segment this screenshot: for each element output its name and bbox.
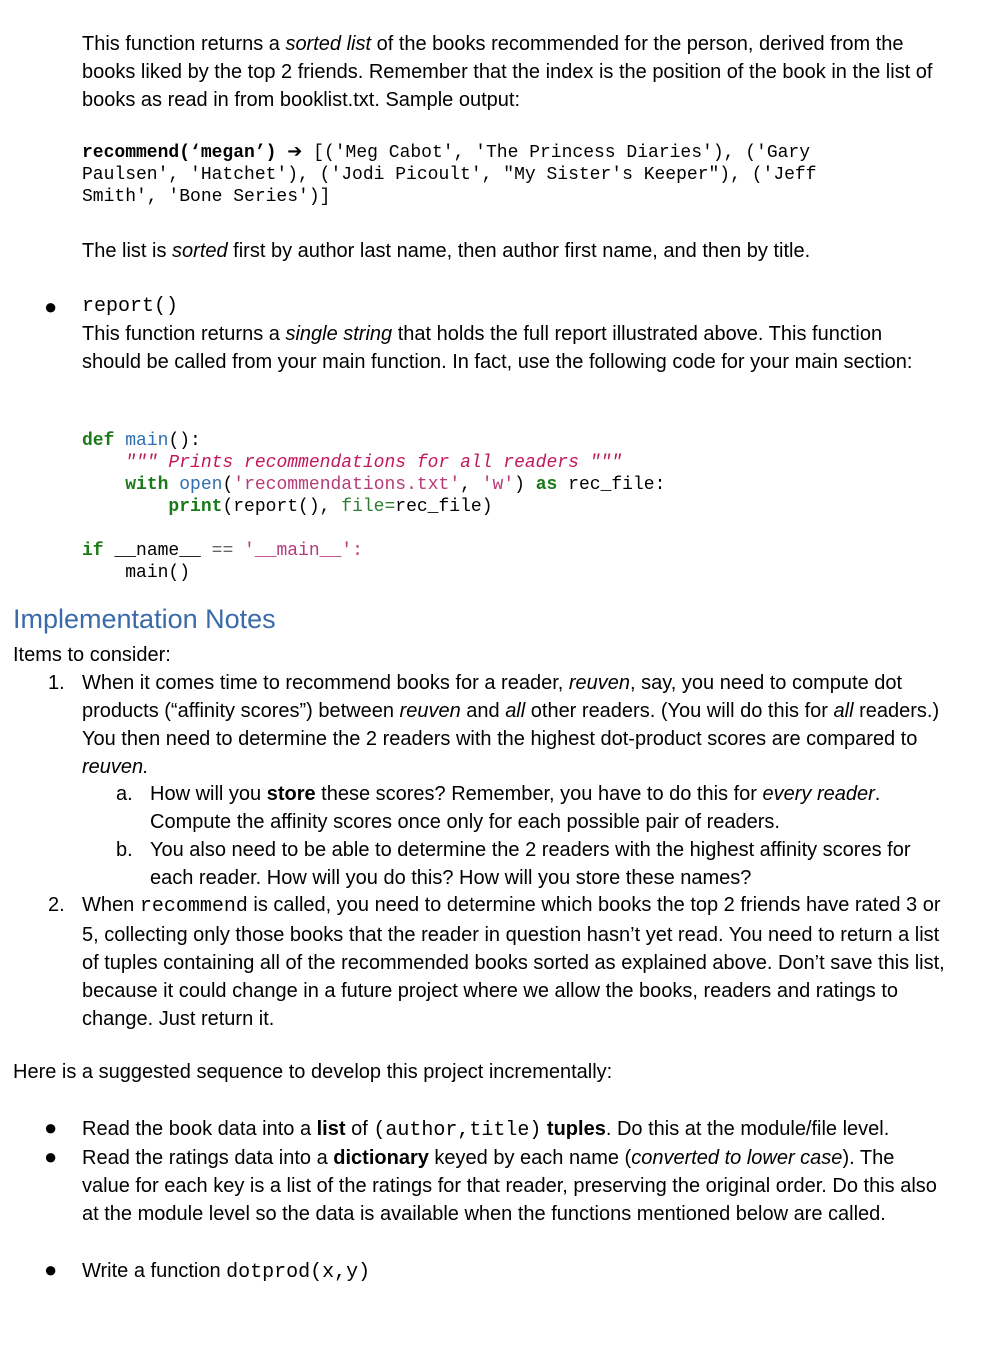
sample-result-line: Smith', 'Bone Series')]: [82, 187, 331, 207]
code-text: ():: [168, 431, 201, 451]
code-text: (report(),: [222, 497, 342, 517]
emphasis: sorted: [172, 240, 228, 262]
keyword: def: [82, 431, 115, 451]
emphasis: reuven: [568, 672, 631, 694]
emphasis: all: [505, 700, 526, 722]
text: How will you: [150, 783, 267, 805]
sample-call: recommend(‘megan’): [82, 143, 277, 163]
text: , say, you need to compute dot products (“affinity scores”) between: [82, 672, 903, 722]
emphasis: sorted list: [285, 33, 372, 55]
string-literal: '__main__':: [233, 541, 363, 561]
function-name: open: [179, 475, 223, 495]
keyword-arg: file=: [341, 497, 396, 517]
sample-result-line: [('Meg Cabot', 'The Princess Diaries'), ('Gary: [313, 143, 811, 163]
report-signature: report(): [82, 295, 179, 318]
emphasis: all: [833, 700, 854, 722]
string-literal: 'w': [481, 475, 515, 495]
list-item: [82, 891, 952, 1033]
list-number: 1.: [48, 672, 65, 694]
sort-note: [82, 237, 942, 265]
bold-text: dictionary: [333, 1147, 429, 1169]
list-letter: a.: [116, 783, 133, 805]
code-text: rec_file:: [557, 475, 666, 495]
keyword: as: [535, 475, 558, 495]
report-paragraph: [82, 320, 942, 376]
text: and: [460, 700, 506, 722]
list-item: [82, 669, 942, 781]
sample-output: [82, 141, 817, 208]
inline-code: dotprod(x,y): [226, 1261, 371, 1284]
code-text: rec_file): [395, 497, 493, 517]
text: of the books recommended for the person, derived from the books liked by the top 2 friends. Remember that the index is the position of the book in the list of books as read in from booklist.txt. Sample output:: [82, 33, 933, 111]
bold-text: list: [316, 1118, 346, 1140]
main-code-block: [82, 430, 665, 584]
items-label: Items to consider:: [13, 644, 171, 666]
text: ). The value for each key is a list of the ratings for that reader, preserving the original order. Do this also at the module level so the data is available when the functions mentioned below are called.: [82, 1147, 937, 1225]
string-literal: 'recommendations.txt': [233, 475, 461, 495]
emphasis: reuven.: [82, 756, 149, 778]
emphasis: converted to lower case: [631, 1147, 843, 1169]
keyword: if: [82, 541, 104, 561]
text: Read the book data into a: [82, 1118, 317, 1140]
text: This function returns a: [82, 323, 286, 345]
text: that holds the full report illustrated above. This function should be called from your main function. In fact, use the following code for your main section:: [82, 323, 913, 373]
sequence-intro: Here is a suggested sequence to develop this project incrementally:: [13, 1061, 613, 1083]
section-heading: Implementation Notes: [13, 604, 276, 634]
docstring: """ Prints recommendations for all readers """: [125, 453, 623, 473]
text: other readers. (You will do this for: [525, 700, 834, 722]
text: first by author last name, then author first name, and then by title.: [227, 240, 811, 262]
text: When it comes time to recommend books for a reader,: [82, 672, 569, 694]
intro-paragraph: [82, 30, 942, 114]
keyword: with: [125, 475, 169, 495]
inline-code: recommend: [139, 895, 248, 918]
list-item: [82, 1144, 942, 1228]
text: . Do this at the module/file level.: [605, 1118, 890, 1140]
bullet-icon: ●: [44, 1257, 58, 1282]
arrow-icon: ➔: [287, 141, 303, 162]
emphasis: single string: [285, 323, 393, 345]
text: When: [82, 894, 140, 916]
list-number: 2.: [48, 894, 65, 916]
bullet-icon: ●: [44, 294, 58, 319]
bullet-icon: ●: [44, 1144, 58, 1169]
text: Write a function: [82, 1260, 227, 1282]
text: of: [345, 1118, 374, 1140]
text: is called, you need to determine which books the top 2 friends have rated 3 or 5, collecting only those books that the reader in question hasn’t yet read. You need to return a list of tuples containing all of the recommended books sorted as explained above. Don’t save this list, because it could change in a future project where we allow the books, readers and ratings to change. Just return it.: [82, 894, 945, 1030]
list-letter: b.: [116, 839, 133, 861]
code-text: ): [514, 475, 536, 495]
code-text: (: [222, 475, 234, 495]
text: keyed by each name (: [428, 1147, 632, 1169]
operator: ==: [211, 541, 234, 561]
sub-list-item: You also need to be able to determine the 2 readers with the highest affinity scores for each reader. How will you do this? How will you store these names?: [150, 839, 911, 889]
text: Read the ratings data into a: [82, 1147, 334, 1169]
text: . Compute the affinity scores once only for each possible pair of readers.: [150, 783, 881, 833]
bold-text: store: [266, 783, 316, 805]
bold-text: tuples: [546, 1118, 606, 1140]
function-name: print: [168, 497, 223, 517]
sample-result-line: Paulsen', 'Hatchet'), ('Jodi Picoult', "My Sister's Keeper"), ('Jeff: [82, 165, 817, 185]
code-text: main(): [125, 563, 191, 583]
text: This function returns a: [82, 33, 286, 55]
bullet-icon: ●: [44, 1115, 58, 1140]
code-text: __name__: [103, 541, 212, 561]
inline-code: (author,title): [373, 1119, 542, 1142]
text: readers.) You then need to determine the 2 readers with the highest dot-product scores are compared to: [82, 700, 940, 750]
list-item: [82, 1115, 952, 1145]
emphasis: every reader: [762, 783, 875, 805]
text: The list is: [82, 240, 173, 262]
emphasis: reuven: [399, 700, 461, 722]
sub-list-item: [150, 780, 940, 836]
function-name: main: [125, 431, 169, 451]
list-item: [82, 1257, 942, 1287]
code-text: ,: [460, 475, 482, 495]
text: these scores? Remember, you have to do this for: [315, 783, 763, 805]
